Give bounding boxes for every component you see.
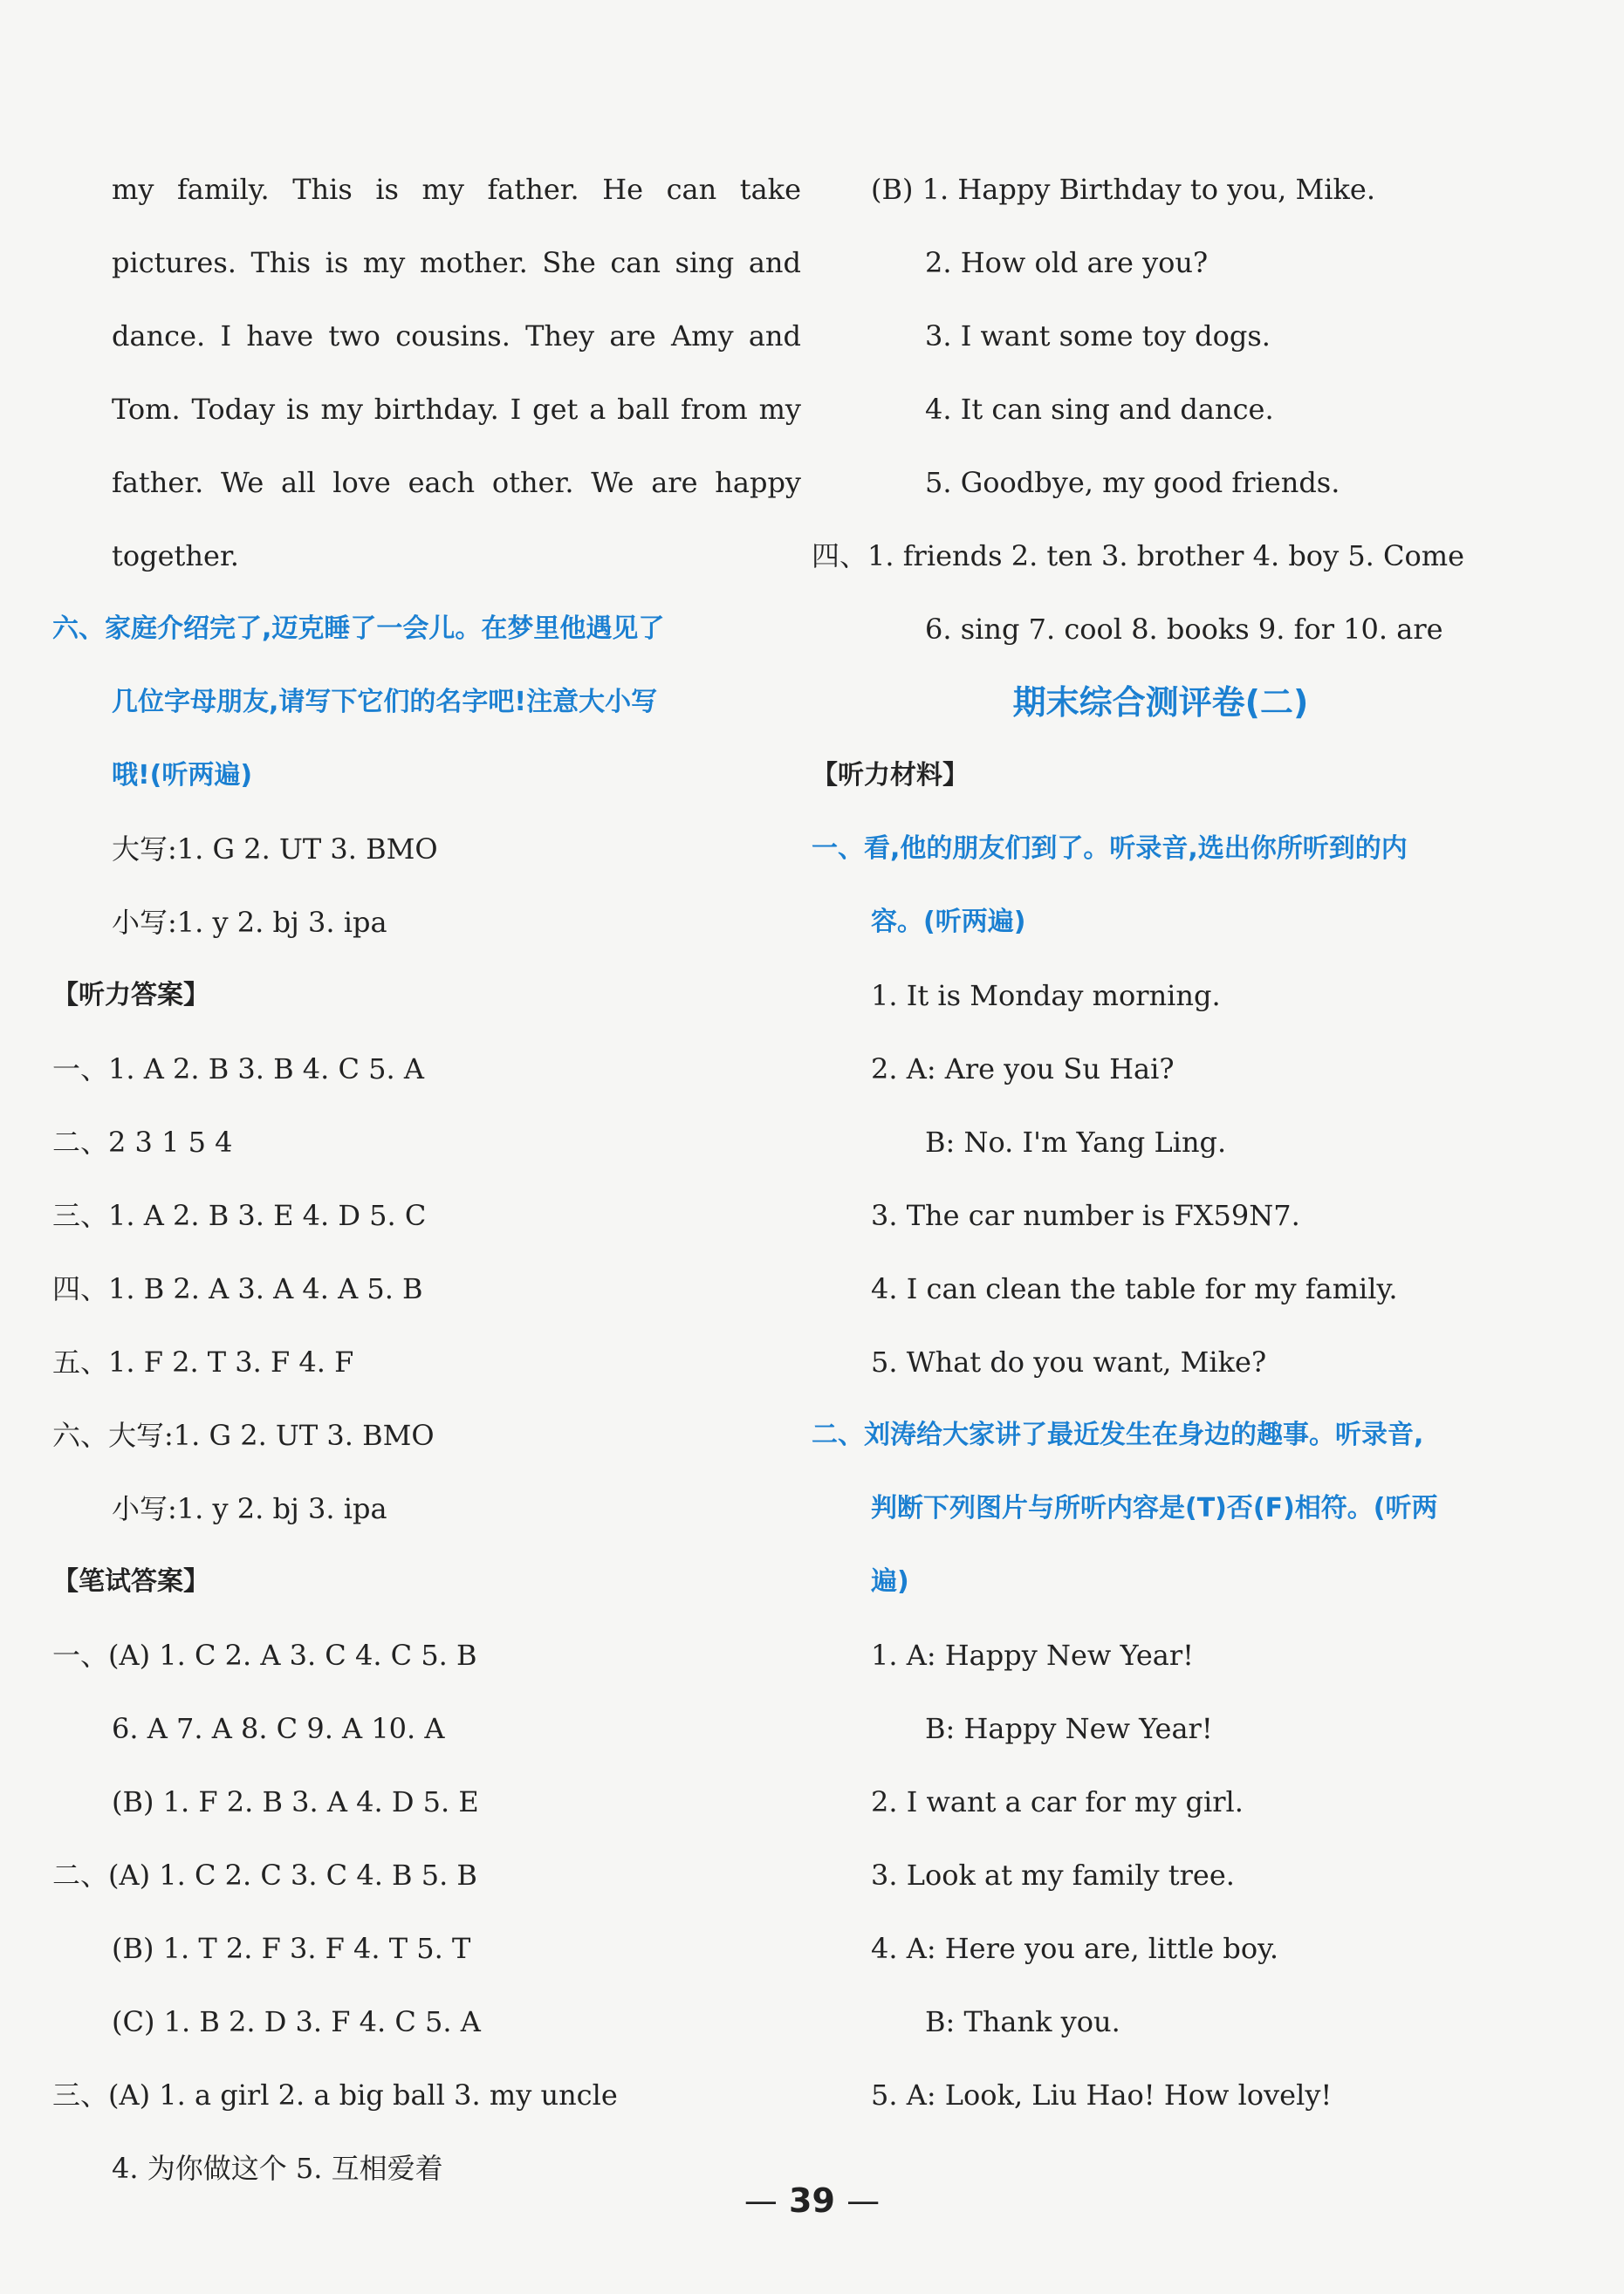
script-line: 5. A: Look, Liu Hao! How lovely! [871, 2078, 1333, 2112]
passage-line: Tom. Today is my birthday. I get a ball from my [112, 393, 801, 426]
answer-row: 一、1. A 2. B 3. B 4. C 5. A [52, 1052, 424, 1085]
listening-material-heading: 【听力材料】 [812, 760, 969, 791]
answer-row: 四、1. friends 2. ten 3. brother 4. boy 5. Come [812, 539, 1465, 572]
passage-end: together. [112, 539, 239, 572]
passage-line: dance. I have two cousins. They are Amy and [112, 319, 801, 353]
exam-title: 期末综合测评卷(二) [1012, 683, 1309, 722]
script-line: 1. It is Monday morning. [871, 979, 1221, 1012]
script-line: 4. A: Here you are, little boy. [871, 1932, 1279, 1965]
answer-row: (B) 1. T 2. F 3. F 4. T 5. T [112, 1932, 471, 1965]
answer-row: 5. Goodbye, my good friends. [925, 466, 1340, 499]
written-answers-heading: 【笔试答案】 [52, 1566, 209, 1597]
script-line: 2. A: Are you Su Hai? [871, 1052, 1175, 1085]
answer-row: (C) 1. B 2. D 3. F 4. C 5. A [112, 2005, 481, 2038]
question-one-heading: 容。(听两遍) [871, 907, 1026, 937]
script-line: 1. A: Happy New Year! [871, 1639, 1194, 1672]
question-two-heading: 二、刘涛给大家讲了最近发生在身边的趣事。听录音, [812, 1420, 1424, 1450]
script-line: B: Thank you. [925, 2005, 1120, 2038]
answer-row: (B) 1. F 2. B 3. A 4. D 5. E [112, 1785, 479, 1818]
passage-line: pictures. This is my mother. She can sing and [112, 246, 801, 279]
answer-row: 6. A 7. A 8. C 9. A 10. A [112, 1712, 445, 1745]
lowercase-answer: 小写:1. y 2. bj 3. ipa [112, 906, 387, 939]
page-number-value: 39 [789, 2181, 835, 2220]
script-line: 2. I want a car for my girl. [871, 1785, 1244, 1818]
left-column [52, 153, 801, 2205]
answer-row: 六、大写:1. G 2. UT 3. BMO [52, 1419, 435, 1452]
uppercase-answer: 大写:1. G 2. UT 3. BMO [112, 832, 438, 866]
answer-row: 4. It can sing and dance. [925, 393, 1274, 426]
page-number [0, 2181, 1624, 2220]
question-one-heading: 一、看,他的朋友们到了。听录音,选出你所听到的内 [812, 833, 1408, 864]
answer-row: 三、(A) 1. a girl 2. a big ball 3. my uncle [52, 2078, 618, 2112]
listening-answers-heading: 【听力答案】 [52, 980, 209, 1010]
answer-row: 二、(A) 1. C 2. C 3. C 4. B 5. B [52, 1859, 477, 1892]
right-column [812, 153, 1510, 2132]
answer-row: 6. sing 7. cool 8. books 9. for 10. are [925, 613, 1443, 646]
question-six-heading: 六、家庭介绍完了,迈克睡了一会儿。在梦里他遇见了 [52, 613, 665, 644]
script-line: B: Happy New Year! [925, 1712, 1213, 1745]
script-line: 5. What do you want, Mike? [871, 1346, 1267, 1379]
script-line: B: No. I'm Yang Ling. [925, 1126, 1227, 1159]
script-line: 3. Look at my family tree. [871, 1859, 1235, 1892]
script-line: 3. The car number is FX59N7. [871, 1199, 1300, 1232]
answer-row: 五、1. F 2. T 3. F 4. F [52, 1346, 354, 1379]
page-number-dash: — [846, 2181, 881, 2220]
answer-row: 小写:1. y 2. bj 3. ipa [112, 1492, 387, 1525]
page-number-dash: — [743, 2181, 778, 2220]
question-six-heading: 几位字母朋友,请写下它们的名字吧!注意大小写 [112, 687, 658, 717]
answer-row: 2. How old are you? [925, 246, 1209, 279]
answer-row: 二、2 3 1 5 4 [52, 1126, 233, 1159]
script-line: 4. I can clean the table for my family. [871, 1272, 1398, 1305]
answer-row: 三、1. A 2. B 3. E 4. D 5. C [52, 1199, 427, 1232]
passage-line: my family. This is my father. He can take [112, 173, 801, 206]
passage-line: father. We all love each other. We are happy [112, 466, 801, 499]
answer-row: 一、(A) 1. C 2. A 3. C 4. C 5. B [52, 1639, 477, 1672]
answer-row: 3. I want some toy dogs. [925, 319, 1271, 353]
answer-row: 四、1. B 2. A 3. A 4. A 5. B [52, 1272, 423, 1305]
answer-row: (B) 1. Happy Birthday to you, Mike. [871, 173, 1375, 206]
answer-row: 4. 为你做这个 5. 互相爱着 [112, 2152, 443, 2185]
question-two-heading: 判断下列图片与所听内容是(T)否(F)相符。(听两 [871, 1493, 1438, 1524]
question-six-heading: 哦!(听两遍) [112, 760, 253, 791]
question-two-heading: 遍) [871, 1566, 909, 1597]
